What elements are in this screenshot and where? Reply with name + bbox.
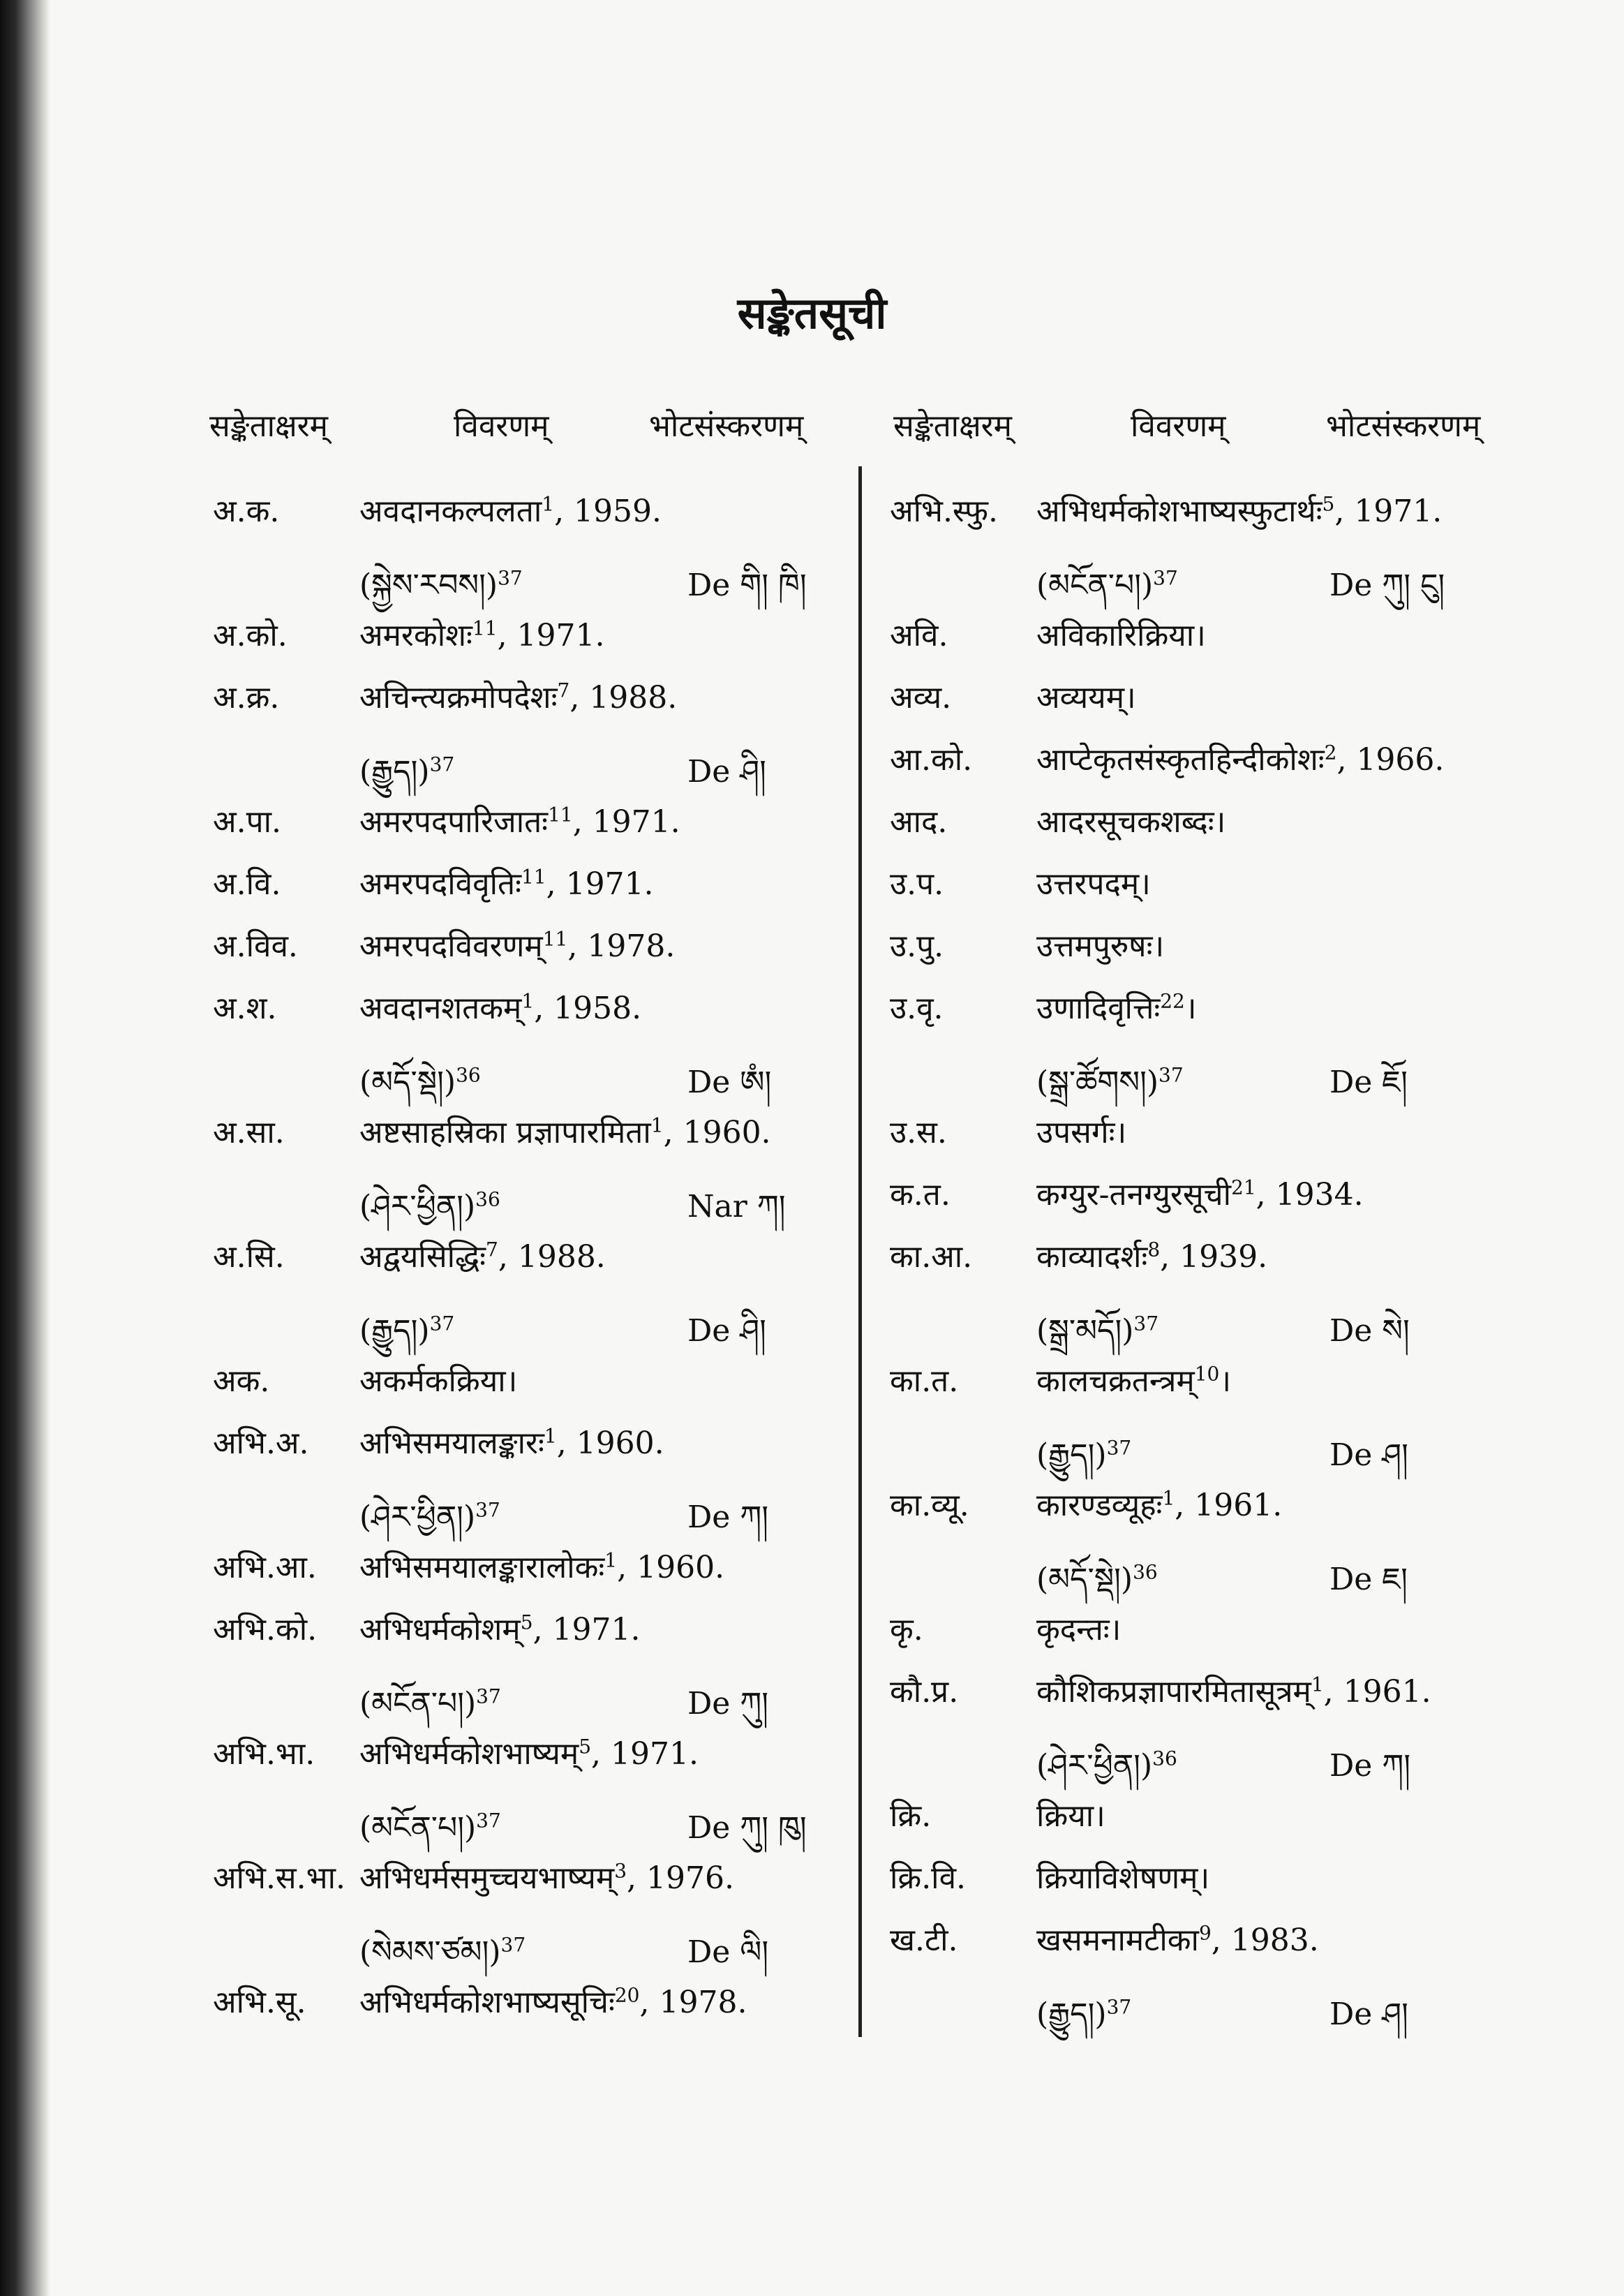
entry-year: , 1988.	[498, 1239, 606, 1275]
entry-tibetan-title: (མདོ་སྡེ།)	[1036, 1562, 1133, 1597]
entry-year: , 1971.	[572, 804, 680, 840]
entry-title: अवदानकल्पलता	[359, 494, 542, 529]
entry-row	[213, 1545, 911, 1601]
entry-tibetan-row	[890, 1731, 1588, 1787]
entry-tibetan-sup: 36	[1133, 1560, 1158, 1584]
entry-desc	[359, 1607, 641, 1649]
entry-tibetan-row	[890, 1545, 1588, 1601]
entry-desc	[1036, 613, 1206, 655]
entry-desc	[359, 675, 677, 717]
entry-title: अचिन्त्यक्रमोपदेशः	[359, 680, 558, 716]
entry-title: अमरकोशः	[359, 618, 472, 653]
entry-year: , 1971.	[497, 618, 605, 653]
entry-tibetan-sup: 36	[475, 1187, 500, 1211]
entry-desc	[1036, 1234, 1267, 1276]
entry-row	[213, 1607, 911, 1663]
entry-title: क्रिया।	[1036, 1798, 1105, 1834]
entry-title: खसमनामटीका	[1036, 1923, 1199, 1958]
entry-abbr: कृ.	[890, 1612, 923, 1647]
entry-title: उपसर्गः।	[1036, 1115, 1127, 1150]
entry-sup: 1	[542, 492, 555, 516]
entry-row	[213, 986, 911, 1042]
entry-title: अभिधर्मसमुच्चयभाष्यम्	[359, 1860, 615, 1896]
entry-tibetan-row	[213, 1296, 911, 1352]
scan-edge	[0, 0, 50, 2296]
entry-sup: 5	[520, 1610, 533, 1634]
entry-year: , 1978.	[639, 1985, 747, 2020]
entry-title: अविकारिक्रिया।	[1036, 618, 1206, 653]
entry-year: , 1960.	[556, 1425, 664, 1461]
entry-desc	[359, 1421, 664, 1462]
entry-abbr: उ.प.	[890, 866, 944, 902]
entry-title: उणादिवृत्तिः	[1036, 991, 1161, 1026]
entry-desc	[359, 1234, 606, 1276]
entry-abbr: आ.को.	[890, 742, 973, 778]
entry-row	[213, 1234, 911, 1290]
entry-title: कारण्डव्यूहः	[1036, 1488, 1163, 1523]
entry-row	[890, 1110, 1588, 1166]
entry-title: कौशिकप्रज्ञापारमितासूत्रम्	[1036, 1674, 1311, 1710]
entry-title: अभिधर्मकोशम्	[359, 1612, 521, 1647]
entry-desc	[359, 1980, 747, 2022]
entry-year: , 1971.	[532, 1612, 641, 1647]
entry-row	[890, 675, 1588, 731]
entry-abbr: कौ.प्र.	[890, 1674, 959, 1710]
entry-desc	[1036, 924, 1164, 965]
entry-sup: 21	[1231, 1176, 1256, 1199]
entry-abbr: अभि.भा.	[213, 1736, 315, 1772]
entry-row	[890, 1234, 1588, 1290]
entry-title: अभिसमयालङ्कारः	[359, 1425, 544, 1461]
entry-row	[890, 613, 1588, 669]
header-abbr-left: सङ्केताक्षरम्	[209, 408, 328, 444]
entry-abbr: अ.पा.	[213, 804, 281, 840]
entry-tibetan-sup: 37	[1159, 1063, 1184, 1087]
entry-tibetan-title: (སྐྱེས་རབས།)	[359, 568, 498, 603]
entry-abbr: क.त.	[890, 1177, 951, 1213]
entry-desc	[1036, 1483, 1282, 1525]
entry-title: उत्तरपदम्।	[1036, 866, 1151, 902]
entry-sup: 22	[1160, 989, 1185, 1013]
entry-sup: 11	[542, 927, 568, 951]
entry-year: , 1988.	[569, 680, 678, 716]
entry-ref: De ལི།	[687, 1934, 769, 1970]
entry-tibetan-row	[213, 1048, 911, 1104]
entry-desc	[359, 613, 605, 655]
entry-title: क्रियाविशेषणम्।	[1036, 1860, 1210, 1896]
entry-abbr: ख.टी.	[890, 1923, 958, 1958]
entry-tibetan-row	[213, 1918, 911, 1973]
entry-sup: 1	[1311, 1673, 1324, 1696]
entry-tibetan-title: (རྒྱུད།)	[359, 754, 430, 790]
entry-year: , 1959.	[554, 494, 662, 529]
entry-title: अष्टसाहस्रिका प्रज्ञापारमिता	[359, 1115, 651, 1150]
entry-row	[890, 1918, 1588, 1973]
entry-abbr: क्रि.वि.	[890, 1860, 967, 1896]
entry-tibetan-title: (མངོན་པ།)	[359, 1686, 477, 1721]
entry-title: कृदन्तः।	[1036, 1612, 1122, 1647]
entry-ref: De སེ།	[1329, 1313, 1410, 1349]
entry-tibetan-row	[890, 1421, 1588, 1476]
entry-abbr: क्रि.	[890, 1798, 932, 1834]
entry-abbr: अव्य.	[890, 680, 952, 716]
entry-tibetan-row	[213, 1483, 911, 1539]
entry-desc	[1036, 986, 1197, 1028]
entry-tibetan-title: (ཤེར་ཕྱིན།)	[1036, 1748, 1153, 1784]
entry-title: अभिधर्मकोशभाष्यस्फुटार्थः	[1036, 494, 1323, 529]
entry-ref: De ཀུ། ཁུ།	[687, 1810, 807, 1846]
entry-abbr: अ.वि.	[213, 866, 281, 902]
entry-desc	[1036, 1358, 1231, 1400]
entry-desc	[1036, 1669, 1431, 1711]
entry-tibetan-row	[213, 737, 911, 793]
entry-desc	[1036, 1918, 1319, 1960]
entry-year: , 1971.	[1334, 494, 1443, 529]
entry-title: अद्वयसिद्धिः	[359, 1239, 486, 1275]
entry-title: कालचक्रतन्त्रम्	[1036, 1363, 1195, 1399]
entry-year: , 1983.	[1211, 1923, 1319, 1958]
entry-tibetan-row	[213, 1172, 911, 1228]
entry-year: , 1971.	[591, 1736, 699, 1772]
entry-tibetan-sup: 36	[456, 1063, 481, 1087]
entry-tibetan	[1036, 1980, 1131, 2066]
entry-ref: De ཨཾ།	[687, 1065, 772, 1100]
page-title: सङ्केतसूची	[737, 288, 887, 339]
entry-row	[213, 675, 911, 731]
entry-row	[213, 1856, 911, 1911]
entry-desc	[359, 1358, 517, 1400]
entry-abbr: अ.क्र.	[213, 680, 280, 716]
entry-year: , 1966.	[1336, 742, 1445, 778]
entry-year: , 1976.	[627, 1860, 734, 1896]
entry-title: काव्यादर्शः	[1036, 1239, 1148, 1275]
entry-abbr: का.व्यू.	[890, 1488, 969, 1523]
entry-sup: 1	[1162, 1486, 1175, 1510]
entry-tibetan-title: (ཤེར་ཕྱིན།)	[359, 1499, 476, 1535]
header-tib-left: भोटसंस्करणम्	[649, 408, 804, 444]
entry-sup: 1	[544, 1424, 557, 1448]
header-desc-left: विवरणम्	[454, 408, 549, 444]
entry-row	[890, 1793, 1588, 1849]
entry-sup: 9	[1198, 1921, 1212, 1945]
entry-abbr: अ.सा.	[213, 1115, 285, 1150]
entry-title: अभिधर्मकोशभाष्यम्	[359, 1736, 579, 1772]
entry-tibetan-sup: 37	[498, 566, 523, 590]
entry-row	[213, 799, 911, 855]
entry-row	[213, 1421, 911, 1476]
entry-sup: 1	[604, 1548, 618, 1572]
entry-abbr: अ.क.	[213, 494, 280, 529]
entry-abbr: अक.	[213, 1363, 270, 1399]
entry-tibetan-sup: 37	[475, 1498, 500, 1522]
entry-row	[213, 489, 911, 545]
entry-abbr: अभि.अ.	[213, 1425, 309, 1461]
entry-abbr: उ.स.	[890, 1115, 947, 1150]
entry-row	[890, 924, 1588, 979]
entry-tibetan-sup: 37	[1153, 566, 1178, 590]
entry-title: अमरपदविवृतिः	[359, 866, 521, 902]
entry-tibetan-title: (སྒྲ་མདོ།)	[1036, 1313, 1134, 1349]
entry-desc	[1036, 861, 1151, 903]
entry-ref: De ཇོ།	[1329, 1065, 1408, 1100]
entry-desc	[359, 924, 675, 965]
entry-sup: 2	[1324, 741, 1337, 764]
entry-row	[890, 489, 1588, 545]
entry-abbr: अभि.आ.	[213, 1550, 317, 1585]
entry-abbr: अ.को.	[213, 618, 288, 653]
entry-abbr: का.त.	[890, 1363, 959, 1399]
entry-tibetan-title: (མངོན་པ།)	[1036, 568, 1154, 603]
entry-year: ।	[1219, 1363, 1232, 1399]
entry-title: अभिधर्मकोशभाष्यसूचिः	[359, 1985, 615, 2020]
entry-sup: 11	[521, 865, 546, 889]
entry-tibetan-sup: 37	[476, 1684, 501, 1708]
entry-year: , 1971.	[546, 866, 654, 902]
entry-abbr: अवि.	[890, 618, 948, 653]
entry-row	[890, 1483, 1588, 1539]
entry-abbr: अ.श.	[213, 991, 277, 1026]
entry-row	[890, 1856, 1588, 1911]
entry-sup: 1	[521, 989, 535, 1013]
entry-tibetan-title: (སྒྲ་ཚོགས།)	[1036, 1065, 1159, 1100]
entry-row	[213, 1731, 911, 1787]
header-desc-right: विवरणम्	[1131, 408, 1226, 444]
entry-year: , 1961.	[1323, 1674, 1431, 1710]
entry-desc	[359, 861, 654, 903]
entry-abbr: अ.विव.	[213, 928, 298, 964]
entry-row	[890, 1358, 1588, 1414]
entry-desc	[359, 1856, 734, 1897]
entry-sup: 10	[1194, 1362, 1220, 1386]
entry-title: अव्ययम्।	[1036, 680, 1136, 716]
entry-title: कग्युर-तनग्युरसूची	[1036, 1177, 1231, 1213]
entry-row	[213, 861, 911, 917]
entry-ref: De ཀ།	[687, 1499, 769, 1535]
entry-tibetan-row	[890, 551, 1588, 607]
entry-year: , 1958.	[534, 991, 642, 1026]
entry-ref: De ཤི།	[687, 1313, 766, 1349]
entry-title: आदरसूचकशब्दः।	[1036, 804, 1226, 840]
entry-title: आप्टेकृतसंस्कृतहिन्दीकोशः	[1036, 742, 1325, 778]
entry-row	[213, 924, 911, 979]
entry-abbr: उ.पु.	[890, 928, 944, 964]
entry-desc	[1036, 799, 1226, 841]
entry-tibetan-row	[213, 1793, 911, 1849]
entry-sup: 3	[614, 1859, 627, 1883]
entry-desc	[359, 1110, 771, 1152]
entry-tibetan-row	[213, 1669, 911, 1725]
entry-desc	[1036, 737, 1444, 779]
entry-abbr: का.आ.	[890, 1239, 973, 1275]
entry-title: अभिसमयालङ्कारालोकः	[359, 1550, 605, 1585]
entry-tibetan-sup: 37	[1106, 1995, 1132, 2019]
entry-abbr: अभि.सू.	[213, 1985, 306, 2020]
entry-desc	[1036, 489, 1442, 531]
entry-row	[890, 799, 1588, 855]
entry-title: अकर्मकक्रिया।	[359, 1363, 518, 1399]
entry-tibetan-sup: 37	[1106, 1436, 1132, 1460]
entry-title: अमरपदविवरणम्	[359, 928, 543, 964]
entry-sup: 11	[548, 803, 573, 827]
entry-year: , 1960.	[617, 1550, 725, 1585]
entry-tibetan-row	[213, 551, 911, 607]
entry-ref: De ཀུ།	[687, 1686, 769, 1721]
entry-sup: 11	[472, 616, 498, 640]
entry-tibetan-title: (རྒྱུད།)	[359, 1313, 430, 1349]
entry-desc	[1036, 1110, 1126, 1152]
entry-abbr: अभि.स्फु.	[890, 494, 998, 529]
entry-tibetan-title: (མདོ་སྡེ།)	[359, 1065, 456, 1100]
entry-row	[213, 1980, 911, 2036]
entry-tibetan-sup: 37	[429, 1312, 455, 1335]
entry-abbr: अ.सि.	[213, 1239, 285, 1275]
entry-tibetan-title: (རྒྱུད།)	[1036, 1437, 1107, 1473]
entry-row	[890, 1172, 1588, 1228]
entry-ref: De ཤ།	[1329, 1437, 1408, 1473]
entry-row	[890, 861, 1588, 917]
entry-year: , 1939.	[1160, 1239, 1268, 1275]
entry-ref: Nar ཀ།	[687, 1189, 786, 1224]
entry-row	[213, 613, 911, 669]
entry-tibetan-sup: 37	[1133, 1312, 1159, 1335]
entry-sup: 5	[1322, 492, 1335, 516]
entry-row	[890, 986, 1588, 1042]
entry-tibetan-title: (རྒྱུད།)	[1036, 1997, 1107, 2032]
entry-row	[890, 737, 1588, 793]
entry-sup: 7	[486, 1238, 498, 1261]
entry-abbr: अभि.स.भा.	[213, 1860, 345, 1896]
entry-year: , 1960.	[663, 1115, 771, 1150]
entry-sup: 20	[614, 1983, 640, 2007]
entry-abbr: उ.वृ.	[890, 991, 944, 1026]
entry-desc	[1036, 1172, 1364, 1214]
entry-desc	[1036, 1856, 1209, 1897]
entry-desc	[359, 799, 680, 841]
entry-sup: 8	[1147, 1238, 1161, 1261]
entry-ref: De གི། ཁི།	[687, 568, 807, 603]
entry-row	[890, 1607, 1588, 1663]
entry-desc	[1036, 675, 1136, 717]
entry-row	[890, 1669, 1588, 1725]
entry-sup: 5	[579, 1735, 592, 1758]
entry-desc	[359, 489, 662, 531]
entry-sup: 1	[650, 1113, 664, 1137]
entry-ref: De ཇ།	[1329, 1562, 1408, 1597]
entry-ref: De ཀུ། ངུ།	[1329, 568, 1445, 603]
entry-ref: De ཤ།	[1329, 1997, 1408, 2032]
entry-tibetan-title: (མངོན་པ།)	[359, 1810, 477, 1846]
entry-row	[213, 1110, 911, 1166]
entry-abbr: आद.	[890, 804, 948, 840]
entry-year: , 1934.	[1256, 1177, 1364, 1213]
entry-desc	[1036, 1607, 1121, 1649]
entry-desc	[359, 1545, 724, 1587]
entry-sup: 7	[557, 679, 570, 702]
entry-year: , 1978.	[567, 928, 676, 964]
entry-tibetan-sup: 37	[500, 1933, 526, 1957]
entry-ref: De ཤི།	[687, 754, 766, 790]
entry-title: उत्तमपुरुषः।	[1036, 928, 1165, 964]
entry-tibetan-sup: 37	[429, 753, 455, 776]
entry-desc	[359, 1731, 699, 1773]
entry-tibetan-row	[890, 1296, 1588, 1352]
entry-tibetan-row	[890, 1048, 1588, 1104]
entry-desc	[359, 986, 641, 1028]
entry-row	[213, 1358, 911, 1414]
entry-tibetan-sup: 36	[1152, 1747, 1177, 1770]
entry-title: अवदानशतकम्	[359, 991, 522, 1026]
entry-abbr: अभि.को.	[213, 1612, 318, 1647]
header-tib-right: भोटसंस्करणम्	[1326, 408, 1481, 444]
entry-title: अमरपदपारिजातः	[359, 804, 549, 840]
entry-tibetan-row	[890, 1980, 1588, 2036]
entry-tibetan-title: (ཤེར་ཕྱིན།)	[359, 1189, 476, 1224]
entry-tibetan-sup: 37	[476, 1809, 501, 1832]
entry-ref: De ཀ།	[1329, 1748, 1411, 1784]
entry-tibetan-title: (སེམས་ཙམ།)	[359, 1934, 501, 1970]
header-abbr-right: सङ्केताक्षरम्	[893, 408, 1012, 444]
entry-desc	[1036, 1793, 1105, 1835]
entry-year: , 1961.	[1175, 1488, 1283, 1523]
entry-year: ।	[1184, 991, 1197, 1026]
